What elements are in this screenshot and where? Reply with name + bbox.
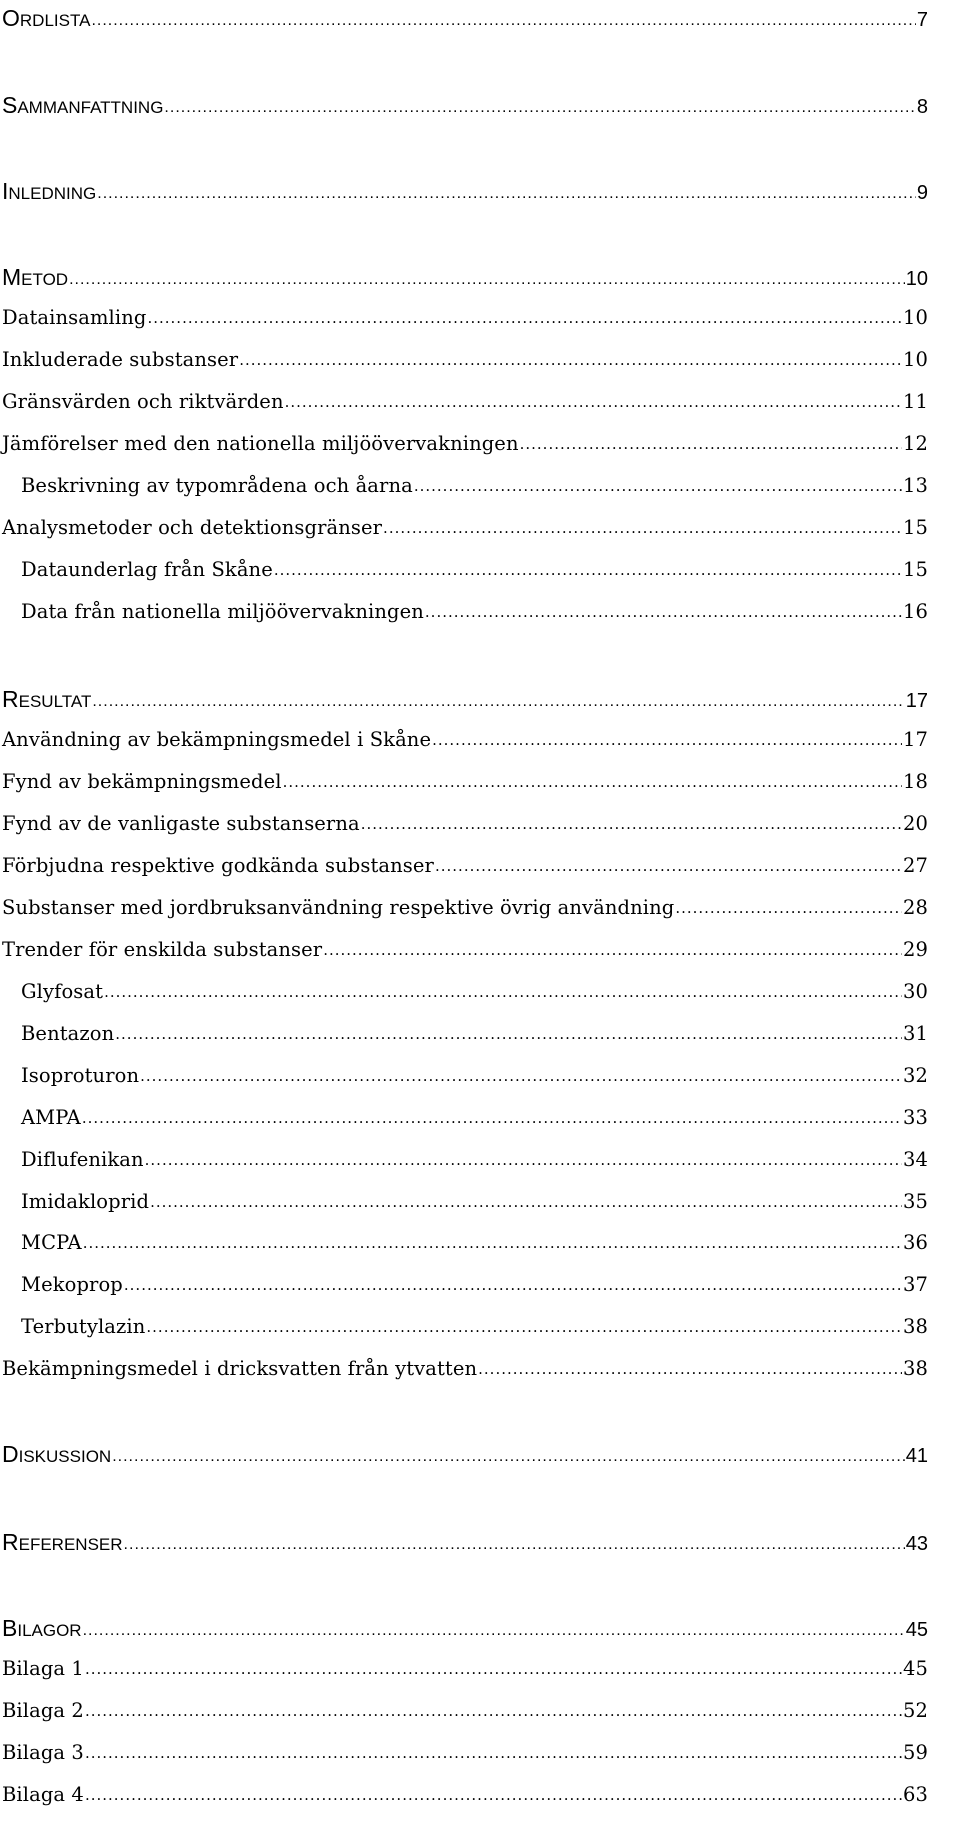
toc-page-number: 16	[902, 600, 928, 623]
toc-page-number: 29	[902, 938, 928, 961]
toc-page-number: 10	[902, 348, 928, 371]
toc-title: Dataunderlag från Skåne	[21, 558, 273, 581]
dot-leader	[675, 895, 902, 918]
toc-title: Bentazon	[21, 1022, 115, 1045]
dot-leader	[115, 1021, 902, 1044]
dot-leader	[69, 267, 905, 290]
dot-leader	[414, 473, 902, 496]
toc-page-number: 43	[905, 1533, 928, 1555]
toc-page-number: 45	[902, 1657, 928, 1680]
toc-entry[interactable]	[21, 980, 928, 1003]
dot-leader	[97, 181, 916, 204]
dot-leader	[140, 1063, 902, 1086]
dot-leader	[82, 1105, 902, 1128]
dot-leader	[147, 305, 902, 328]
toc-page-number: 38	[902, 1315, 928, 1338]
toc-entry[interactable]	[2, 686, 928, 713]
toc-title: Beskrivning av typområdena och åarna	[21, 474, 413, 497]
toc-entry[interactable]	[2, 5, 928, 32]
dot-leader	[83, 1618, 905, 1641]
toc-title: Fynd av bekämpningsmedel	[2, 770, 282, 793]
toc-page-number: 35	[902, 1190, 928, 1213]
dot-leader	[83, 1230, 902, 1253]
toc-page-number: 32	[902, 1064, 928, 1087]
toc-entry[interactable]	[21, 1273, 928, 1296]
dot-leader	[274, 557, 902, 580]
toc-title: Analysmetoder och detektionsgränser	[2, 516, 383, 539]
toc-page-number: 45	[905, 1619, 928, 1641]
toc-entry[interactable]	[21, 600, 928, 623]
toc-title: MCPA	[21, 1231, 82, 1254]
dot-leader	[520, 431, 902, 454]
dot-leader	[323, 937, 902, 960]
toc-entry[interactable]	[2, 1441, 928, 1468]
toc-entry[interactable]	[2, 728, 928, 751]
toc-title: Substanser med jordbruksanvändning respektive övrig användning	[2, 896, 675, 919]
toc-entry[interactable]	[2, 1783, 928, 1806]
toc-page-number: 10	[905, 268, 928, 290]
toc-title: Förbjudna respektive godkända substanser	[2, 854, 434, 877]
toc-title: Datainsamling	[2, 306, 147, 329]
toc-entry[interactable]	[2, 264, 928, 291]
toc-entry[interactable]	[21, 1022, 928, 1045]
toc-title: Glyfosat	[21, 980, 104, 1003]
toc-entry[interactable]	[21, 1231, 928, 1254]
toc-page-number: 18	[902, 770, 928, 793]
toc-page-number: 8	[916, 96, 928, 118]
toc-title: Inkluderade substanser	[2, 348, 239, 371]
toc-page-number: 7	[916, 9, 928, 31]
dot-leader	[150, 1189, 902, 1212]
dot-leader	[112, 1444, 905, 1467]
toc-title: REFERENSER	[2, 1529, 123, 1555]
toc-title: Imidakloprid	[21, 1190, 150, 1213]
toc-page-number: 27	[902, 854, 928, 877]
dot-leader	[85, 1656, 902, 1679]
toc-title: Gränsvärden och riktvärden	[2, 390, 284, 413]
dot-leader	[478, 1356, 902, 1379]
toc-entry[interactable]	[2, 854, 928, 877]
toc-entry[interactable]	[2, 1615, 928, 1642]
toc-entry[interactable]	[2, 306, 928, 329]
toc-title: INLEDNING	[2, 178, 97, 204]
toc-page-number: 36	[902, 1231, 928, 1254]
toc-entry[interactable]	[21, 474, 928, 497]
toc-page-number: 30	[902, 980, 928, 1003]
dot-leader	[92, 689, 904, 712]
toc-title: BILAGOR	[2, 1615, 82, 1641]
toc-page-number: 9	[916, 182, 928, 204]
dot-leader	[85, 1782, 902, 1805]
toc-entry[interactable]	[21, 1064, 928, 1087]
dot-leader	[85, 1698, 902, 1721]
toc-entry[interactable]	[2, 770, 928, 793]
toc-title: Bilaga 4	[2, 1783, 84, 1806]
toc-entry[interactable]	[21, 1106, 928, 1129]
toc-entry[interactable]	[2, 812, 928, 835]
toc-entry[interactable]	[2, 516, 928, 539]
toc-title: Diflufenikan	[21, 1148, 144, 1171]
toc-page-number: 15	[902, 516, 928, 539]
dot-leader	[283, 769, 902, 792]
toc-entry[interactable]	[2, 390, 928, 413]
toc-page-number: 34	[902, 1148, 928, 1171]
dot-leader	[361, 811, 902, 834]
dot-leader	[285, 389, 902, 412]
toc-title: Data från nationella miljöövervakningen	[21, 600, 424, 623]
dot-leader	[145, 1147, 902, 1170]
toc-title: Användning av bekämpningsmedel i Skåne	[2, 728, 432, 751]
toc-page-number: 63	[902, 1783, 928, 1806]
toc-entry[interactable]	[21, 1190, 928, 1213]
dot-leader	[91, 8, 915, 31]
toc-entry[interactable]	[2, 92, 928, 119]
toc-page-number: 31	[902, 1022, 928, 1045]
toc-title: Trender för enskilda substanser	[2, 938, 323, 961]
toc-page-number: 28	[902, 896, 928, 919]
toc-page-number: 15	[902, 558, 928, 581]
dot-leader	[435, 853, 902, 876]
toc-page-number: 20	[902, 812, 928, 835]
toc-entry[interactable]	[2, 1529, 928, 1556]
toc-entry[interactable]	[2, 1699, 928, 1722]
toc-entry[interactable]	[2, 1657, 928, 1680]
dot-leader	[425, 599, 902, 622]
toc-title: Fynd av de vanligaste substanserna	[2, 812, 360, 835]
toc-entry[interactable]	[21, 558, 928, 581]
dot-leader	[164, 95, 915, 118]
dot-leader	[85, 1740, 902, 1763]
toc-entry[interactable]	[21, 1315, 928, 1338]
toc-title: AMPA	[21, 1106, 81, 1129]
toc-page-number: 17	[905, 690, 928, 712]
dot-leader	[146, 1314, 902, 1337]
toc-title: SAMMANFATTNING	[2, 92, 164, 118]
toc-page-number: 52	[902, 1699, 928, 1722]
dot-leader	[104, 979, 902, 1002]
toc-entry[interactable]	[2, 178, 928, 205]
toc-page-number: 59	[902, 1741, 928, 1764]
toc-title: Bekämpningsmedel i dricksvatten från ytvatten	[2, 1357, 478, 1380]
toc-title: DISKUSSION	[2, 1441, 112, 1467]
toc-entry[interactable]	[2, 1357, 928, 1380]
toc-entry[interactable]	[2, 896, 928, 919]
toc-title: Bilaga 2	[2, 1699, 84, 1722]
toc-entry[interactable]	[2, 432, 928, 455]
toc-title: Jämförelser med den nationella miljöövervakningen	[2, 432, 519, 455]
toc-title: Isoproturon	[21, 1064, 140, 1087]
toc-entry[interactable]	[2, 938, 928, 961]
toc-page-number: 37	[902, 1273, 928, 1296]
toc-page-number: 13	[902, 474, 928, 497]
dot-leader	[432, 727, 902, 750]
toc-page-number: 33	[902, 1106, 928, 1129]
dot-leader	[383, 515, 902, 538]
toc-entry[interactable]	[2, 348, 928, 371]
toc-title: RESULTAT	[2, 686, 92, 712]
toc-title: Bilaga 1	[2, 1657, 84, 1680]
dot-leader	[239, 347, 902, 370]
toc-page-number: 17	[902, 728, 928, 751]
toc-page-number: 11	[902, 390, 928, 413]
dot-leader	[124, 1272, 902, 1295]
toc-page-number: 10	[902, 306, 928, 329]
toc-title: Terbutylazin	[21, 1315, 146, 1338]
toc-title: Bilaga 3	[2, 1741, 84, 1764]
toc-page-number: 41	[905, 1445, 928, 1467]
toc-entry[interactable]	[21, 1148, 928, 1171]
toc-title: METOD	[2, 264, 69, 290]
toc-page-number: 38	[902, 1357, 928, 1380]
dot-leader	[124, 1532, 905, 1555]
toc-entry[interactable]	[2, 1741, 928, 1764]
toc-title: Mekoprop	[21, 1273, 123, 1296]
toc-title: ORDLISTA	[2, 5, 91, 31]
toc-page-number: 12	[902, 432, 928, 455]
